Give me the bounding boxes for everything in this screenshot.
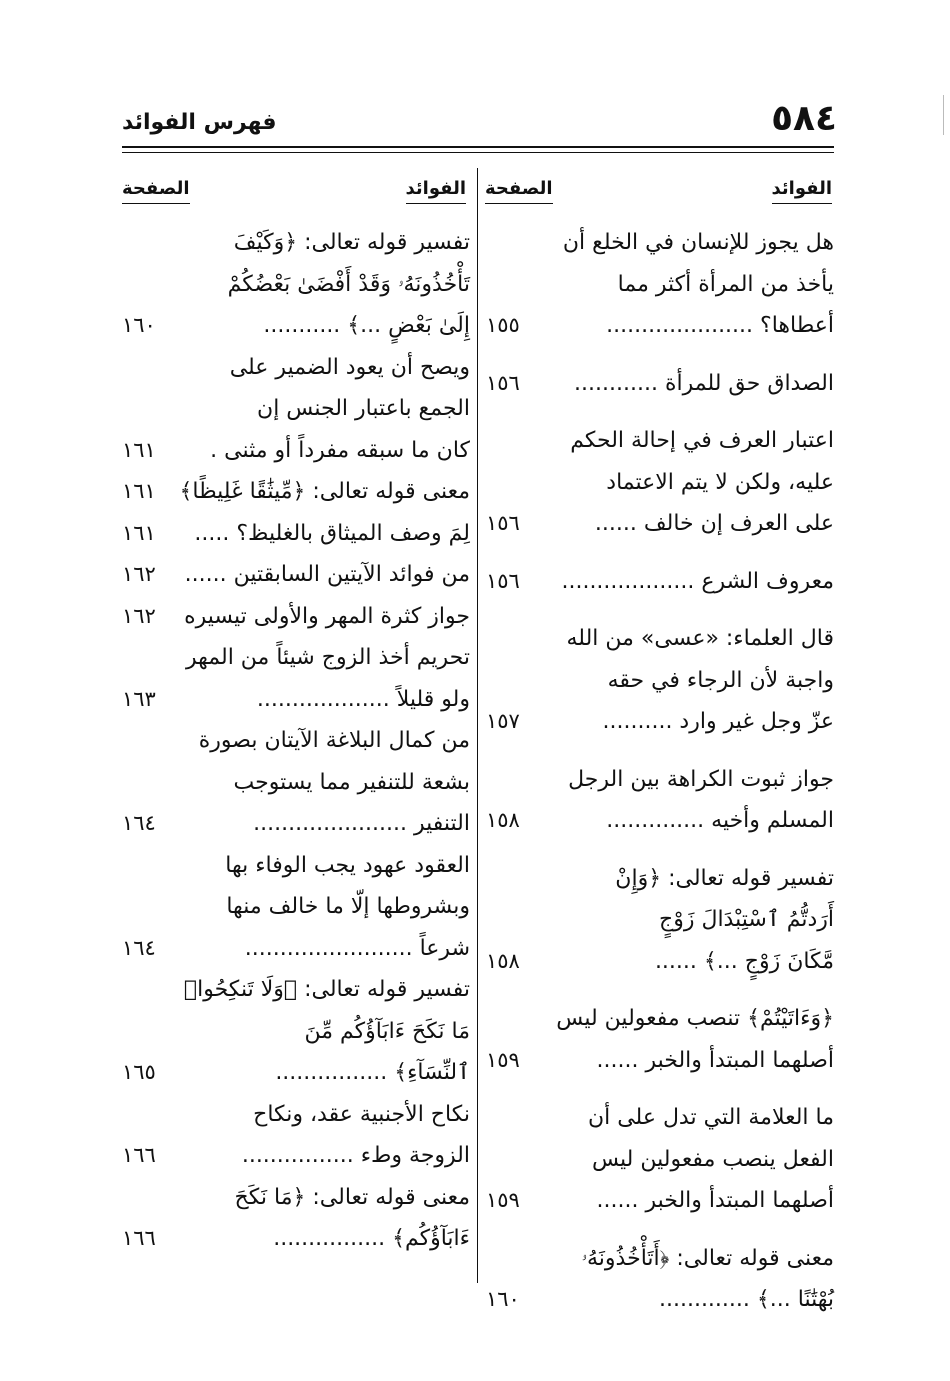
entry-text: بشعة للتنفير مما يستوجب [233, 769, 470, 795]
entry-page-number: ١٥٦ [486, 568, 520, 593]
entry-text: أصلهما المبتدأ والخبر ...... [596, 1188, 834, 1213]
entry-text: مَا نَكَحَ ءَابَآؤُكُم مِّنَ [304, 1018, 470, 1044]
entry-page-number: ١٥٩ [486, 1188, 520, 1212]
entry-text: الجمع باعتبار الجنس إن [257, 396, 470, 421]
entry-text: معنى قوله تعالى: ﴿أَتَأْخُذُونَهُۥ [581, 1245, 834, 1271]
index-entry [122, 554, 470, 596]
entry-text: إِلَىٰ بَعْضٍ ...﴾ ........... [263, 313, 470, 338]
index-entry [122, 596, 470, 638]
entry-page-number: ١٥٩ [486, 1047, 520, 1072]
entry-page-number: ١٦٦ [122, 1226, 156, 1250]
index-entry [486, 1238, 834, 1321]
header-rule-thick [122, 146, 834, 148]
right-index-column [486, 222, 834, 1321]
index-entry [486, 1097, 834, 1222]
index-entry [486, 858, 834, 983]
index-entry [122, 969, 470, 1094]
entry-text: يأخذ من المرأة أكثر مما [617, 271, 834, 297]
index-entry [122, 1094, 470, 1177]
entry-text: تفسير قوله تعالى: ﴿وَإِنْ [615, 865, 834, 891]
page-number: ٥٨٤ [771, 98, 837, 139]
entry-text: على العرف إن خالف ...... [594, 511, 834, 536]
entry-text: ﴿وَءَاتَيْتُمْ﴾ تنصب مفعولين ليس [556, 1006, 834, 1031]
entry-text: معروف الشرع ................... [561, 568, 834, 594]
entry-text: ٱلنِّسَآءِ﴾ ................ [275, 1060, 470, 1085]
index-entry [122, 720, 470, 845]
entry-text: العقود عهود يجب الوفاء بها [225, 852, 470, 878]
entry-text: الزوجة وطء ................ [241, 1143, 470, 1168]
entry-page-number: ١٥٦ [486, 511, 520, 535]
column-divider [477, 168, 478, 1283]
index-entry [486, 222, 834, 347]
entry-page-number: ١٦٦ [122, 1143, 156, 1167]
entry-page-number: ١٦١ [122, 437, 156, 462]
index-entry [486, 618, 834, 743]
entry-text: لِمَ وصف الميثاق بالغليظ؟ ..... [194, 520, 470, 546]
entry-text: من فوائد الآيتين السابقتين ...... [184, 562, 470, 587]
entry-text: المسلم وأخيه .............. [606, 808, 834, 833]
entry-text: معنى قوله تعالى: ﴿مَا نَكَحَ [234, 1184, 470, 1210]
entry-text: تفسير قوله تعالى: ﴿وَلَا تَنكِحُوا۟ [183, 977, 470, 1002]
entry-text: واجبة لأن الرجاء في حقه [607, 667, 834, 693]
entry-text: ولو قليلاً ................... [256, 686, 470, 712]
entry-text: عزّ وجل غير وارد .......... [602, 709, 834, 734]
entry-text: تفسير قوله تعالى: ﴿وَكَيْفَ [233, 230, 470, 255]
entry-page-number: ١٦١ [122, 479, 156, 503]
index-entry [122, 1177, 470, 1260]
entry-text: جواز كثرة المهر والأولى تيسيره [184, 603, 470, 629]
entry-page-number: ١٦٠ [122, 313, 156, 337]
index-entry [122, 637, 470, 720]
entry-text: أعطاها؟ ..................... [606, 313, 834, 338]
entry-text: هل يجوز للإنسان في الخلع أن [562, 230, 834, 255]
entry-text: الصداق حق للمرأة ............ [574, 370, 834, 396]
left-column-topic-heading: الفوائد [406, 178, 467, 204]
entry-text: من كمال البلاغة الآيتان بصورة [198, 728, 470, 753]
entry-page-number: ١٦٣ [122, 686, 156, 711]
entry-text: نكاح الأجنبية عقد، ونكاح [253, 1101, 470, 1127]
entry-text: وبشروطها إلّا ما خالف منها [226, 894, 470, 919]
entry-page-number: ١٦٤ [122, 811, 156, 835]
entry-text: اعتبار العرف في إحالة الحكم [570, 428, 834, 453]
entry-text: شرعاً ........................ [244, 935, 470, 961]
entry-page-number: ١٦٢ [122, 603, 156, 628]
entry-text: قال العلماء: «عسى» من الله [566, 626, 834, 651]
page-edge-mark [943, 95, 944, 135]
entry-text: بُهْتَٰنًا ...﴾ ............. [658, 1287, 834, 1312]
entry-page-number: ١٦٠ [486, 1287, 520, 1311]
entry-text: مَّكَانَ زَوْجٍ ...﴾ ...... [654, 948, 834, 974]
entry-page-number: ١٦٤ [122, 935, 156, 960]
right-column-topic-heading: الفوائد [772, 178, 833, 204]
entry-page-number: ١٦١ [122, 520, 156, 545]
index-entry [486, 363, 834, 405]
entry-page-number: ١٥٦ [486, 370, 520, 395]
entry-text: كان ما سبقه مفرداً أو مثنى . [210, 437, 470, 463]
entry-text: الفعل ينصب مفعولين ليس [591, 1146, 834, 1172]
entry-text: ما العلامة التي تدل على أن [587, 1105, 834, 1130]
entry-page-number: ١٥٥ [486, 313, 520, 337]
entry-text: أصلهما المبتدأ والخبر ...... [596, 1047, 834, 1073]
entry-page-number: ١٦٥ [122, 1060, 156, 1084]
entry-text: جواز ثبوت الكراهة بين الرجل [568, 766, 834, 792]
index-entry [486, 998, 834, 1081]
entry-text: ويصح أن يعود الضمير على [229, 354, 470, 380]
index-entry [122, 845, 470, 970]
index-entry [486, 561, 834, 603]
entry-page-number: ١٦٢ [122, 562, 156, 586]
index-entry [122, 347, 470, 472]
header-rule-thin [122, 152, 834, 153]
right-column-page-heading: الصفحة [485, 178, 553, 204]
entry-text: عليه، ولكن لا يتم الاعتماد [606, 469, 834, 495]
entry-text: ءَابَآؤُكُم﴾ ................ [273, 1226, 470, 1251]
entry-text: التنفير ...................... [253, 811, 470, 836]
index-entry [486, 420, 834, 545]
entry-text: أَرَدتُّمُ ٱسْتِبْدَالَ زَوْجٍ [659, 907, 834, 932]
entry-text: تحريم أخذ الزوج شيئاً من المهر [186, 645, 470, 670]
entry-page-number: ١٥٨ [486, 948, 520, 973]
entry-text: معنى قوله تعالى: ﴿مِّيثَٰقًا غَلِيظًا﴾ [179, 479, 470, 504]
running-header-title: فهرس الفوائد [122, 110, 277, 135]
left-column-page-heading: الصفحة [122, 178, 190, 204]
index-entry [122, 513, 470, 555]
index-entry [486, 759, 834, 842]
entry-page-number: ١٥٨ [486, 808, 520, 832]
index-entry [122, 471, 470, 513]
left-index-column [122, 222, 470, 1260]
index-entry [122, 222, 470, 347]
entry-text: تَأْخُذُونَهُۥ وَقَدْ أَفْضَىٰ بَعْضُكُمْ [227, 271, 470, 297]
entry-page-number: ١٥٧ [486, 709, 520, 733]
